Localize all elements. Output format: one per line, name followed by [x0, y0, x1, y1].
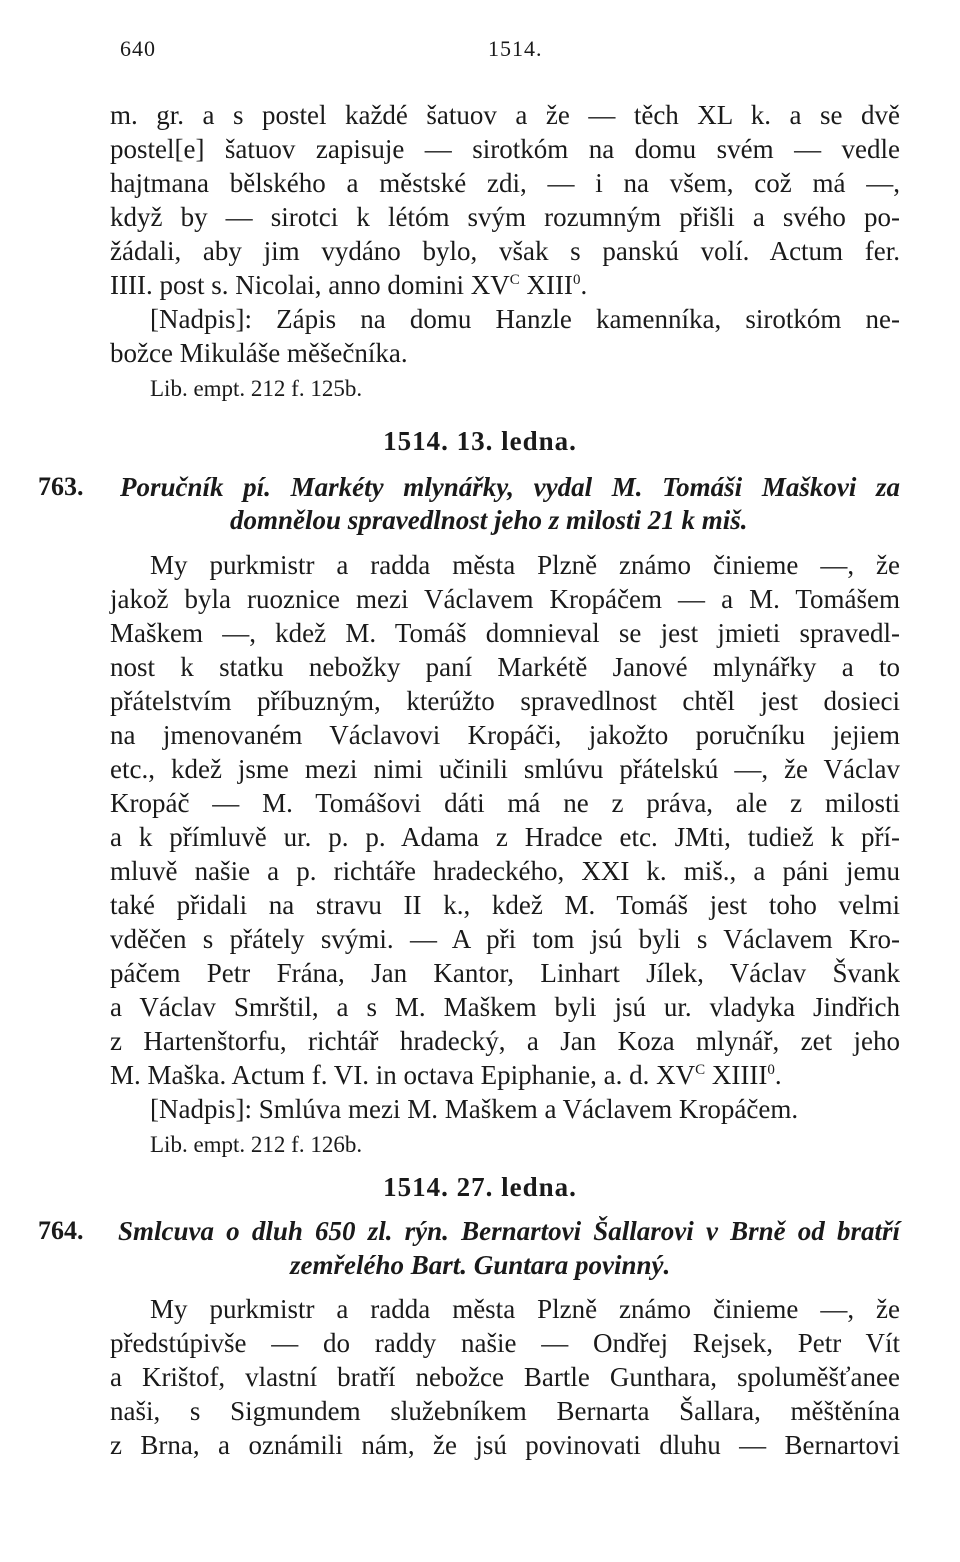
text-line: božce Mikuláše měšečníka. [110, 338, 408, 368]
text-line: Kropáč — M. Tomášovi dáti má ne z práva, ale z milosti [110, 788, 900, 818]
running-year: 1514. [488, 36, 543, 61]
text-line: z Hartenštorfu, richtář hradecký, a Jan Koza mlynář, zet jeho [110, 1026, 900, 1056]
heading-note: [Nadpis]: Smlúva mezi M. Maškem a Václavem Kropáčem. [150, 1094, 799, 1124]
entry-number: 763. [38, 472, 84, 501]
entry-title: zemřelého Bart. Guntara povinný. [290, 1250, 671, 1280]
text-line: My purkmistr a radda města Plzně známo činieme —, že [150, 550, 900, 580]
text-line: M. Maška. Actum f. VI. in octava Epiphanie, a. d. $XV^C$ XIIII$^0$. [110, 1060, 782, 1090]
source-reference: Lib. empt. 212 f. 126b. [150, 1132, 363, 1157]
entry-title: domnělou spravedlnost jeho z milosti 21 k miš. [230, 505, 748, 535]
text-line: a Krištof, vlastní bratří nebožce Bartle Gunthara, spoluměšťanee [110, 1362, 900, 1392]
source-reference: Lib. empt. 212 f. 125b. [150, 376, 363, 401]
text-line: žádali, aby jim vydáno bylo, však s panskú volí. Actum fer. [110, 236, 900, 266]
text-line: naši, s Sigmundem služebníkem Bernarta Šallara, měštěnína [110, 1396, 900, 1426]
text-line: páčem Petr Frána, Jan Kantor, Linhart Jílek, Václav Švank [110, 958, 900, 988]
text-line: a Václav Smrštil, a s M. Maškem byli jsú ur. vladyka Jindřich [110, 992, 900, 1022]
text-line: postel[e] šatuov zapisuje — sirotkóm na domu svém — vedle [110, 134, 900, 164]
text-line: jakož byla ruoznice mezi Václavem Kropáčem — a M. Tomášem [110, 584, 900, 614]
text-line: m. gr. a s postel každé šatuov a že — těch XL k. a se dvě [110, 100, 900, 130]
text-line: vděčen s přátely svými. — A při tom jsú byli s Václavem Kro- [110, 924, 900, 954]
text-line: když by — sirotci k létóm svým rozumným přišli a svého po- [110, 202, 900, 232]
text-line: a k přímluvě ur. p. p. Adama z Hradce etc. JMti, tudiež k pří- [110, 822, 900, 852]
text-line: Maškem —, kdež M. Tomáš domnieval se jest jmieti spravedl- [110, 618, 900, 648]
entry-date: 1514. 27. ledna. [383, 1172, 577, 1202]
heading-note: [Nadpis]: Zápis na domu Hanzle kamenníka, sirotkóm ne- [150, 304, 900, 334]
text-line: také přidali na stravu II k., kdež M. Tomáš jest toho velmi [110, 890, 900, 920]
text-line: hajtmana bělského a městské zdi, — i na všem, což má —, [110, 168, 900, 198]
text-line: etc., kdež jsme mezi nimi učinili smlúvu přátelskú —, že Václav [110, 754, 900, 784]
text-line: přátelstvím příbuzným, kterúžto spravedlnost chtěl jest dosieci [110, 686, 900, 716]
text-line: IIII. post s. Nicolai, anno domini $XV^C$ XIII$^0$. [110, 270, 588, 300]
entry-number: 764. [38, 1216, 84, 1245]
page-number: 640 [120, 36, 156, 61]
text-line: z Brna, a oznámili nám, že jsú povinovati dluhu — Bernartovi [110, 1430, 900, 1460]
entry-date: 1514. 13. ledna. [383, 426, 577, 456]
text-line: My purkmistr a radda města Plzně známo činieme —, že [150, 1294, 900, 1324]
text-line: na jmenovaném Václavovi Kropáči, jakožto poručníku jejiem [110, 720, 900, 750]
entry-title: Poručník pí. Markéty mlynářky, vydal M. Tomáši Maškovi za [120, 472, 900, 502]
text-line: předstúpivše — do raddy našie — Ondřej Rejsek, Petr Vít [110, 1328, 900, 1358]
entry-title: Smlcuva o dluh 650 zl. rýn. Bernartovi Šallarovi v Brně od bratří [118, 1216, 900, 1246]
text-line: nost k statku nebožky paní Markétě Janové mlynářky a to [110, 652, 900, 682]
text-line: mluvě našie a p. richtáře hradeckého, XXI k. miš., a páni jemu [110, 856, 900, 886]
